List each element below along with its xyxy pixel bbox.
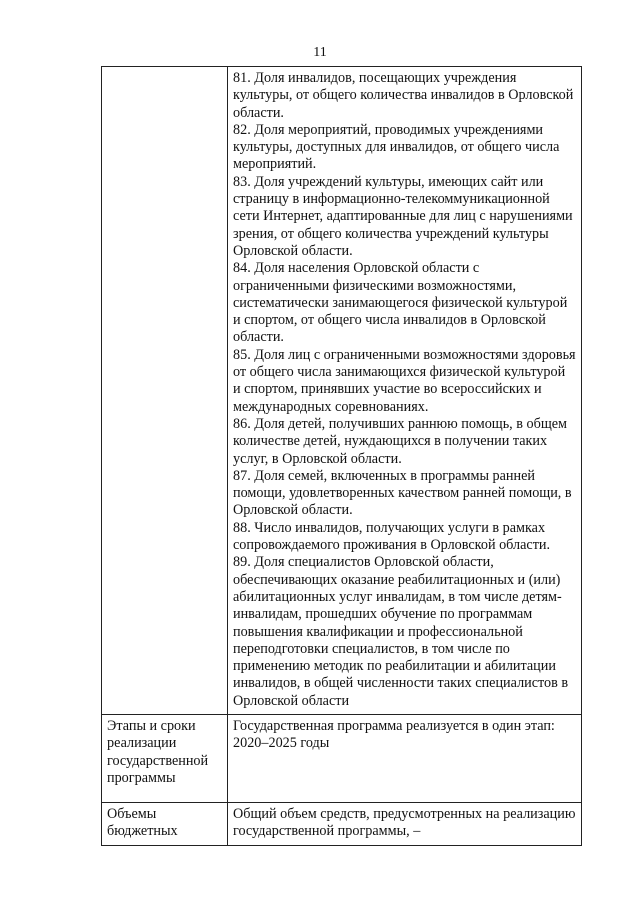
indicator-item-83: 83. Доля учреждений культуры, имеющих сайт или страницу в информационно-телекоммуникационной сети Интернет, адаптированные для лиц с нарушениями зрения, от общего количества учреждений культуры Орловской области. bbox=[233, 173, 573, 259]
stages-text: Государственная программа реализуется в один этап: 2020–2025 годы bbox=[228, 714, 582, 802]
row-label-empty bbox=[102, 67, 228, 715]
indicator-item-86: 86. Доля детей, получивших раннюю помощь, в общем количестве детей, нуждающихся в получении таких услуг, в Орловской области. bbox=[233, 415, 568, 467]
indicator-item-89: 89. Доля специалистов Орловской области, обеспечивающих оказание реабилитационных и (или) абилитационных услуг инвалидам, в том числе детям-инвалидам, прошедших обучение по программам повышения квалификации и профессиональной переподготовки специалистов, в том числе по применению методик по реабилитации и абилитации инвалидов, в общей численности таких специалистов в Орловской области bbox=[233, 554, 569, 709]
indicator-item-84: 84. Доля населения Орловской области с ограниченными физическими возможностями, систематически занимающегося физической культурой и спортом, от общего числа инвалидов в Орловской области. bbox=[233, 260, 568, 346]
table-row-stages bbox=[102, 714, 582, 802]
page-number: 11 bbox=[313, 45, 327, 60]
indicator-item-88: 88. Число инвалидов, получающих услуги в рамках сопровождаемого проживания в Орловской области. bbox=[233, 519, 551, 554]
budget-label: Объемы бюджетных bbox=[107, 805, 178, 840]
indicator-item-85: 85. Доля лиц с ограниченными возможностями здоровья от общего числа занимающихся физической культурой и спортом, принявших участие во всероссийских и международных соревнованиях. bbox=[233, 346, 576, 415]
row-label-stages bbox=[102, 714, 228, 802]
program-passport-table bbox=[101, 66, 582, 846]
indicator-item-82: 82. Доля мероприятий, проводимых учреждениями культуры, доступных для инвалидов, от общего числа мероприятий. bbox=[233, 121, 560, 173]
table-row-indicators bbox=[102, 67, 582, 715]
table-row-budget bbox=[102, 802, 582, 845]
budget-text: Общий объем средств, предусмотренных на реализацию государственной программы, – bbox=[228, 802, 582, 845]
indicator-item-81: 81. Доля инвалидов, посещающих учреждения культуры, от общего количества инвалидов в Орловской области. bbox=[233, 70, 574, 121]
indicator-item-87: 87. Доля семей, включенных в программы ранней помощи, удовлетворенных качеством ранней помощи, в Орловской области. bbox=[233, 467, 572, 519]
row-label-budget bbox=[102, 802, 228, 845]
stages-label: Этапы и сроки реализации государственной программы bbox=[107, 717, 209, 786]
indicators-list bbox=[228, 67, 582, 715]
